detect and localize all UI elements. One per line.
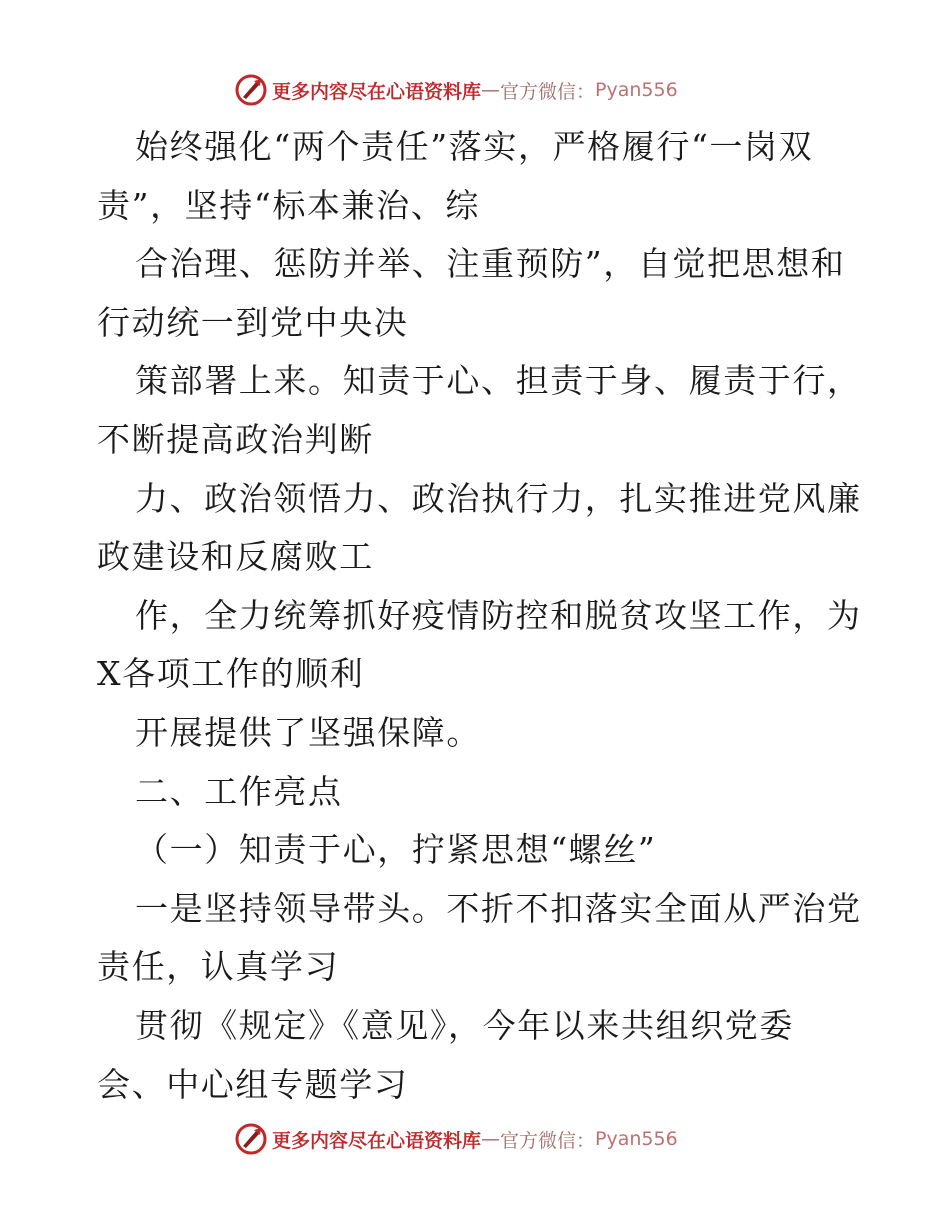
paragraph-line: 作，全力统筹抓好疫情防控和脱贫攻坚工作，为 <box>135 595 862 635</box>
paragraph-line: 开展提供了坚强保障。 <box>135 712 481 752</box>
paragraph-line: 合治理、惩防并举、注重预防”，自觉把思想和 <box>135 244 846 284</box>
paragraph-line: 策部署上来。知责于心、担责于身、履责于行， <box>135 361 862 401</box>
banner-dash: — <box>481 1128 501 1150</box>
paragraph-line: 贯彻《规定》《意见》，今年以来共组织党委 <box>135 1005 794 1045</box>
paragraph-line: 一是坚持领导带头。不折不扣落实全面从严治党 <box>135 888 862 928</box>
paragraph-line: 行动统一到党中央决 <box>97 302 409 342</box>
paragraph-line: 政建设和反腐败工 <box>97 537 374 577</box>
paragraph-line: 责任，认真学习 <box>97 947 340 987</box>
document-body <box>97 118 862 1114</box>
wechat-label: 官方微信： <box>500 1129 596 1152</box>
wechat-label: 官方微信： <box>500 80 596 103</box>
paragraph-line: 不断提高政治判断 <box>97 419 374 459</box>
footer-watermark-banner <box>234 1121 678 1157</box>
paragraph-line: 力、政治领悟力、政治执行力，扎实推进党风廉 <box>135 478 862 518</box>
site-name-text: 更多内容尽在心语资料库 <box>272 80 482 103</box>
subsection-heading: （一）知责于心，拧紧思想“螺丝” <box>135 830 657 870</box>
library-logo-icon <box>234 1122 268 1156</box>
paragraph-line: X各项工作的顺利 <box>97 654 365 694</box>
site-name-text: 更多内容尽在心语资料库 <box>272 1129 482 1152</box>
paragraph-line: 始终强化“两个责任”落实，严格履行“一岗双 <box>135 127 814 166</box>
library-logo-icon <box>234 73 268 107</box>
header-watermark-banner <box>234 72 678 108</box>
banner-dash: — <box>481 79 501 101</box>
wechat-id: Pyan556 <box>595 79 678 101</box>
paragraph-line: 会、中心组专题学习 <box>97 1064 409 1104</box>
section-heading: 二、工作亮点 <box>135 771 343 811</box>
paragraph-line: 责”，坚持“标本兼治、综 <box>97 185 480 225</box>
wechat-id: Pyan556 <box>595 1128 678 1150</box>
